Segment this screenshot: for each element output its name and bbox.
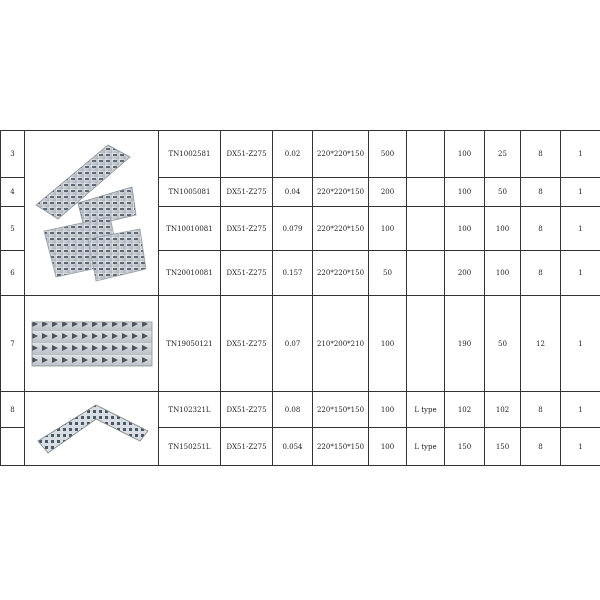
nail-plate-photo	[25, 296, 159, 392]
row-number: 5	[1, 207, 25, 251]
length-cell: 190	[445, 296, 485, 392]
model-cell: TN20010081	[159, 251, 221, 296]
thickness-cell: 0.07	[273, 296, 313, 392]
model-cell: TN10010081	[159, 207, 221, 251]
row-number: 7	[1, 296, 25, 392]
model-cell: TN1005081	[159, 178, 221, 207]
teeth-cell: 8	[521, 178, 561, 207]
material-cell: DX51-Z275	[221, 178, 273, 207]
qty-cell: 100	[369, 392, 407, 428]
width-cell: 100	[485, 251, 521, 296]
teeth-cell: 12	[521, 296, 561, 392]
size-cell: 220*220*150	[313, 251, 369, 296]
size-cell: 220*220*150	[313, 178, 369, 207]
thickness-cell: 0.079	[273, 207, 313, 251]
thickness-cell: 0.054	[273, 428, 313, 466]
unit-cell: 1	[561, 251, 600, 296]
material-cell: DX51-Z275	[221, 251, 273, 296]
length-cell: 100	[445, 131, 485, 178]
spec-table	[0, 130, 600, 466]
model-cell: TN102321L	[159, 392, 221, 428]
unit-cell: 1	[561, 428, 600, 466]
thickness-cell: 0.157	[273, 251, 313, 296]
width-cell: 150	[485, 428, 521, 466]
unit-cell: 1	[561, 207, 600, 251]
size-cell: 220*220*150	[313, 131, 369, 178]
width-cell: 25	[485, 131, 521, 178]
teeth-cell: 8	[521, 392, 561, 428]
teeth-cell: 8	[521, 428, 561, 466]
nail-plate-photo	[25, 392, 159, 466]
type-cell	[407, 251, 445, 296]
unit-cell: 1	[561, 131, 600, 178]
material-cell: DX51-Z275	[221, 296, 273, 392]
thickness-cell: 0.02	[273, 131, 313, 178]
unit-cell: 1	[561, 392, 600, 428]
width-cell: 50	[485, 178, 521, 207]
qty-cell: 100	[369, 207, 407, 251]
teeth-cell: 8	[521, 251, 561, 296]
width-cell: 102	[485, 392, 521, 428]
material-cell: DX51-Z275	[221, 392, 273, 428]
size-cell: 220*220*150	[313, 207, 369, 251]
size-cell: 220*150*150	[313, 428, 369, 466]
row-number: 6	[1, 251, 25, 296]
type-cell	[407, 178, 445, 207]
qty-cell: 100	[369, 428, 407, 466]
unit-cell: 1	[561, 296, 600, 392]
model-cell: TN19050121	[159, 296, 221, 392]
size-cell: 210*200*210	[313, 296, 369, 392]
material-cell: DX51-Z275	[221, 428, 273, 466]
length-cell: 102	[445, 392, 485, 428]
row-number	[1, 428, 25, 466]
size-cell: 220*150*150	[313, 392, 369, 428]
type-cell: L type	[407, 428, 445, 466]
type-cell	[407, 207, 445, 251]
l-type-plate-image	[32, 397, 152, 461]
material-cell: DX51-Z275	[221, 131, 273, 178]
row-number: 8	[1, 392, 25, 428]
length-cell: 150	[445, 428, 485, 466]
length-cell: 200	[445, 251, 485, 296]
qty-cell: 500	[369, 131, 407, 178]
table-row	[1, 296, 600, 392]
qty-cell: 100	[369, 296, 407, 392]
teeth-cell: 8	[521, 131, 561, 178]
table-row	[1, 131, 600, 178]
row-number: 4	[1, 178, 25, 207]
qty-cell: 200	[369, 178, 407, 207]
teeth-cell: 8	[521, 207, 561, 251]
material-cell: DX51-Z275	[221, 207, 273, 251]
width-cell: 50	[485, 296, 521, 392]
model-cell: TN1002581	[159, 131, 221, 178]
flat-nail-plates-image	[28, 135, 156, 291]
qty-cell: 50	[369, 251, 407, 296]
unit-cell: 1	[561, 178, 600, 207]
thickness-cell: 0.04	[273, 178, 313, 207]
type-cell: L type	[407, 392, 445, 428]
thickness-cell: 0.08	[273, 392, 313, 428]
table-row	[1, 392, 600, 428]
nail-plate-photo	[25, 131, 159, 296]
length-cell: 100	[445, 207, 485, 251]
toothed-plate-image	[30, 319, 154, 369]
type-cell	[407, 131, 445, 178]
length-cell: 100	[445, 178, 485, 207]
row-number: 3	[1, 131, 25, 178]
type-cell	[407, 296, 445, 392]
model-cell: TN150251L	[159, 428, 221, 466]
width-cell: 100	[485, 207, 521, 251]
